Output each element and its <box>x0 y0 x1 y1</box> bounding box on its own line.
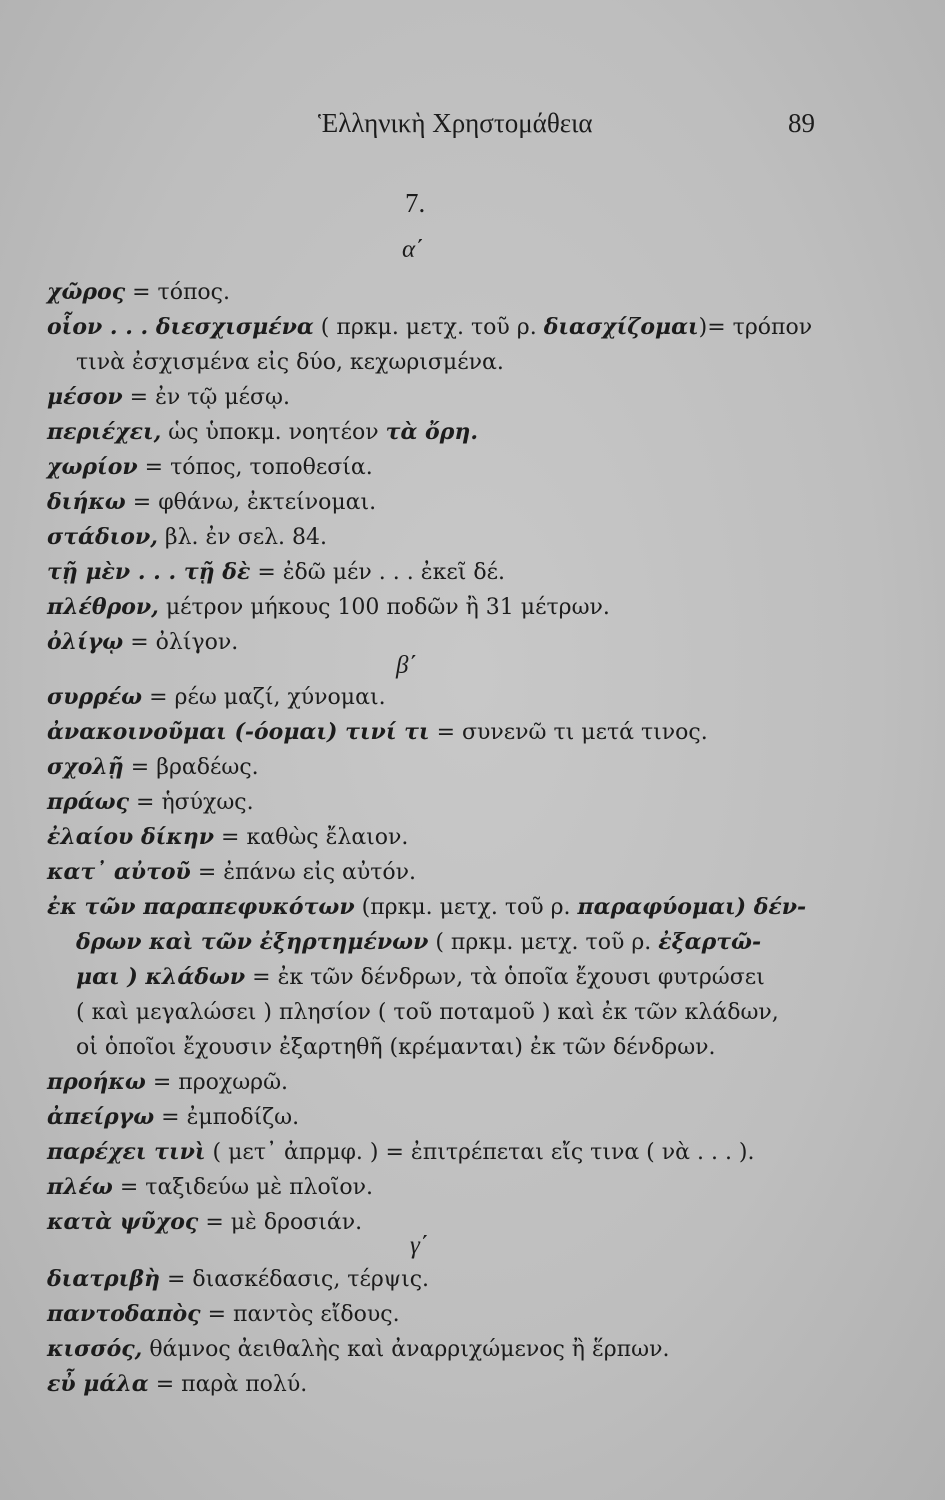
glossary-entry: ἐκ τῶν παραπεφυκότων (πρκμ. μετχ. τοῦ ρ. παραφύομαι) δέν- <box>47 894 807 920</box>
section-number: 7. <box>405 188 426 218</box>
subsection-label-b: β΄ <box>396 652 417 679</box>
running-head <box>0 108 945 144</box>
glossary-entry: διήκω = φθάνω, ἐκτείνομαι. <box>47 489 377 515</box>
glossary-section-c <box>47 1262 827 1402</box>
glossary-continuation: ( καὶ μεγαλώσει ) πλησίον ( τοῦ ποταμοῦ ) καὶ ἐκ τῶν κλάδων, <box>76 1000 779 1025</box>
glossary-entry: χῶρος = τόπος. <box>47 279 230 305</box>
glossary-entry: ἀνακοινοῦμαι (-όομαι) τινί τι = συνενῶ τι μετά τινος. <box>47 719 708 745</box>
glossary-entry: οἷον . . . διεσχισμένα ( πρκμ. μετχ. τοῦ ρ. διασχίζομαι)= τρόπον <box>47 314 813 340</box>
glossary-entry: ὀλίγῳ = ὀλίγον. <box>47 629 239 655</box>
glossary-entry: περιέχει, ὡς ὑποκμ. νοητέον τὰ ὄρη. <box>47 419 478 445</box>
glossary-entry: προήκω = προχωρῶ. <box>47 1069 289 1095</box>
glossary-entry: πλέθρον, μέτρον μήκους 100 ποδῶν ἢ 31 μέτρων. <box>47 594 610 620</box>
glossary-entry: σχολῇ = βραδέως. <box>47 754 259 780</box>
glossary-entry: ἐλαίου δίκην = καθὼς ἔλαιον. <box>47 824 409 850</box>
glossary-entry: παντοδαπὸς = παντὸς εἴδους. <box>47 1301 400 1327</box>
glossary-entry: εὖ μάλα = παρὰ πολύ. <box>47 1371 308 1397</box>
glossary-entry: κισσός, θάμνος ἀειθαλὴς καὶ ἀναρριχώμενος ἢ ἕρπων. <box>47 1336 670 1362</box>
glossary-entry: πράως = ἡσύχως. <box>47 789 254 815</box>
glossary-entry: χωρίον = τόπος, τοποθεσία. <box>47 454 373 480</box>
running-title: Ἑλληνικὴ Χρηστομάθεια <box>318 108 593 138</box>
glossary-continuation: οἱ ὁποῖοι ἔχουσιν ἐξαρτηθῆ (κρέμανται) ἐκ τῶν δένδρων. <box>76 1035 716 1060</box>
subsection-label-a: α΄ <box>402 236 424 263</box>
page-number: 89 <box>788 108 815 138</box>
glossary-continuation: μαι ) κλάδων = ἐκ τῶν δένδρων, τὰ ὁποῖα ἔχουσι φυτρώσει <box>76 964 765 990</box>
glossary-entry: μέσον = ἐν τῷ μέσῳ. <box>47 384 290 410</box>
glossary-continuation: τινὰ ἐσχισμένα εἰς δύο, κεχωρισμένα. <box>76 350 504 375</box>
glossary-entry: διατριβὴ = διασκέδασις, τέρψις. <box>47 1266 430 1292</box>
glossary-entry: τῇ μὲν . . . τῇ δὲ = ἐδῶ μέν . . . ἐκεῖ δέ. <box>47 559 505 585</box>
glossary-entry: συρρέω = ρέω μαζί, χύνομαι. <box>47 684 386 710</box>
glossary-entry: κατὰ ψῦχος = μὲ δροσιάν. <box>47 1209 363 1235</box>
glossary-section-a <box>47 275 827 660</box>
subsection-label-c: γ΄ <box>410 1232 429 1259</box>
glossary-entry: πλέω = ταξιδεύω μὲ πλοῖον. <box>47 1174 373 1200</box>
glossary-entry: παρέχει τινὶ ( μετ᾽ ἀπρμφ. ) = ἐπιτρέπεται εἴς τινα ( νὰ . . . ). <box>47 1139 755 1165</box>
glossary-section-b <box>47 680 827 1240</box>
glossary-entry: στάδιον, βλ. ἐν σελ. 84. <box>47 524 328 550</box>
glossary-continuation: δρων καὶ τῶν ἐξηρτημένων ( πρκμ. μετχ. τοῦ ρ. ἐξαρτῶ- <box>76 929 762 955</box>
glossary-entry: ἀπείργω = ἐμποδίζω. <box>47 1104 300 1130</box>
glossary-entry: κατ᾽ αὐτοῦ = ἐπάνω εἰς αὐτόν. <box>47 859 417 885</box>
